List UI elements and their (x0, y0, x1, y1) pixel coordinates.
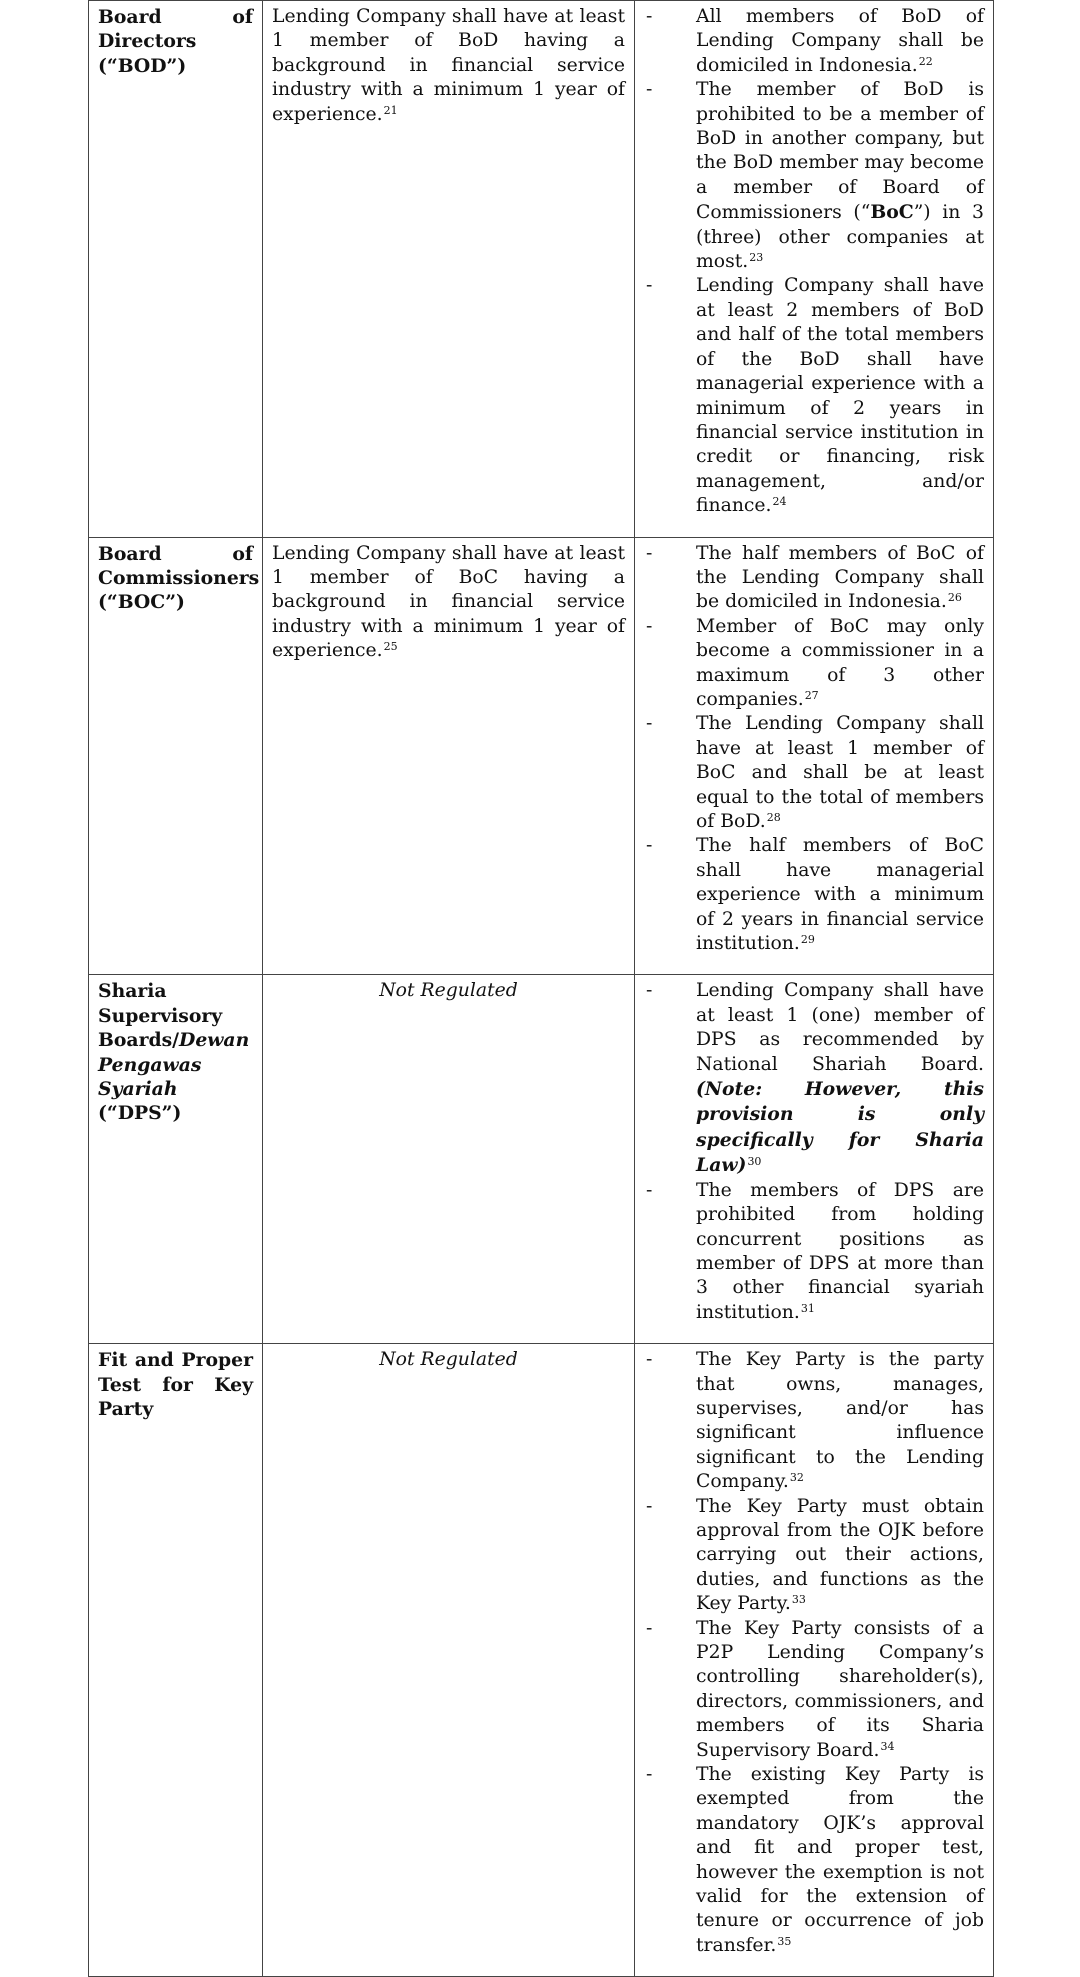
footnote-ref: 31 (800, 1301, 815, 1315)
footnote-ref: 35 (777, 1934, 792, 1948)
requirement-cell: Not Regulated (263, 975, 635, 1344)
list-item: - The member of BoD is prohibited to be a member of BoD in another company, but the BoD member may become a member of Board of Commissioners (“BoC”) in 3 (three) other companies at most.$^{23}$ (646, 79, 985, 273)
bullet-dash: - (646, 542, 653, 564)
footnote-ref: 34 (880, 1739, 895, 1753)
footnote-ref: 27 (804, 688, 819, 702)
bullet-dash: - (646, 615, 653, 637)
bullet-dash: - (646, 79, 653, 101)
provisions-cell (635, 1, 994, 538)
bullet-dash: - (646, 713, 653, 735)
topic-cell: Sharia Supervisory Boards/Dewan Pengawas Syariah (“DPS”) (89, 975, 263, 1344)
list-item: - All members of BoD of Lending Company shall be domiciled in Indonesia.$^{22}$ (646, 6, 984, 76)
footnote-ref: 24 (772, 495, 787, 509)
bullet-dash: - (646, 835, 653, 857)
bullet-dash: - (646, 1179, 653, 1201)
footnote-ref: 21 (383, 103, 398, 117)
sharia-note: (Note: However, this provision is only specifically for Sharia Law) (696, 1078, 984, 1177)
requirement-cell: Lending Company shall have at least 1 member of BoD having a background in financial service industry with a minimum 1 year of experience.$^{21}$ (263, 1, 635, 538)
list-item: - The half members of BoC shall have managerial experience with a minimum of 2 years in financial service institution.$^{29}$ (646, 835, 984, 955)
list-item: - The Key Party is the party that owns, manages, supervises, and/or has significant influence significant to the Lending Company.$^{32}$ (646, 1349, 984, 1493)
topic-cell: Fit and Proper Test for Key Party (89, 1344, 263, 1977)
table-row-dps (89, 975, 994, 1344)
bullet-dash: - (646, 1495, 653, 1517)
bullet-dash: - (646, 1617, 653, 1639)
footnote-ref: 32 (789, 1471, 804, 1485)
list-item: - Lending Company shall have at least 1 (one) member of DPS as recommended by National Shariah Board. (Note: However, this provision is only specifically for Sharia Law)$^{30}$ (646, 980, 984, 1177)
table-row-bod (89, 1, 994, 538)
list-item: - The Key Party consists of a P2P Lending Company’s controlling shareholder(s), directors, commissioners, and members of its Sharia Supervisory Board.$^{34}$ (646, 1617, 984, 1761)
bullet-dash: - (646, 1764, 653, 1786)
requirement-cell: Not Regulated (263, 1344, 635, 1977)
list-item: - The Lending Company shall have at least 1 member of BoC and shall be at least equal to the total of members of BoD.$^{28}$ (646, 713, 984, 832)
footnote-ref: 25 (383, 640, 398, 654)
list-item: - The existing Key Party is exempted from the mandatory OJK’s approval and fit and proper test, however the exemption is not valid for the extension of tenure or occurrence of job transfer.$^{35}$ (646, 1764, 984, 1956)
topic-cell: Board of Directors (“BOD”) (89, 1, 263, 538)
list-item: - Member of BoC may only become a commissioner in a maximum of 3 other companies.$^{27}$ (646, 615, 984, 710)
provisions-cell (635, 537, 994, 975)
regulation-comparison-table (88, 0, 994, 1977)
requirement-cell: Lending Company shall have at least 1 member of BoC having a background in financial service industry with a minimum 1 year of experience.$^{25}$ (263, 537, 635, 975)
footnote-ref: 30 (747, 1155, 762, 1169)
provisions-cell (635, 1344, 994, 1977)
table-row-fit-proper (89, 1344, 994, 1977)
footnote-ref: 28 (766, 811, 781, 824)
footnote-ref: 23 (749, 251, 764, 265)
bullet-dash: - (646, 275, 653, 297)
list-item: - The half members of BoC of the Lending Company shall be domiciled in Indonesia.$^{26}$ (646, 542, 984, 613)
bullet-dash: - (646, 6, 653, 27)
list-item: - The Key Party must obtain approval from the OJK before carrying out their actions, duties, and functions as the Key Party.$^{33}$ (646, 1495, 984, 1615)
footnote-ref: 29 (800, 933, 815, 947)
footnote-ref: 22 (918, 54, 933, 68)
bullet-dash: - (646, 980, 653, 1002)
footnote-ref: 26 (947, 591, 962, 605)
bullet-dash: - (646, 1349, 653, 1371)
topic-cell: Board of Commissioners (“BOC”) (89, 537, 263, 975)
list-item: - Lending Company shall have at least 2 members of BoD and half of the total members of the BoD shall have managerial experience with a minimum of 2 years in financial service institution in credit or financing, risk management, and/or finance.$^{24}$ (646, 275, 984, 517)
table-row-boc (89, 537, 994, 975)
footnote-ref: 33 (791, 1593, 806, 1607)
list-item: - The members of DPS are prohibited from holding concurrent positions as member of DPS at more than 3 other financial syariah institution.$^{31}$ (646, 1179, 984, 1323)
provisions-cell (635, 975, 994, 1344)
